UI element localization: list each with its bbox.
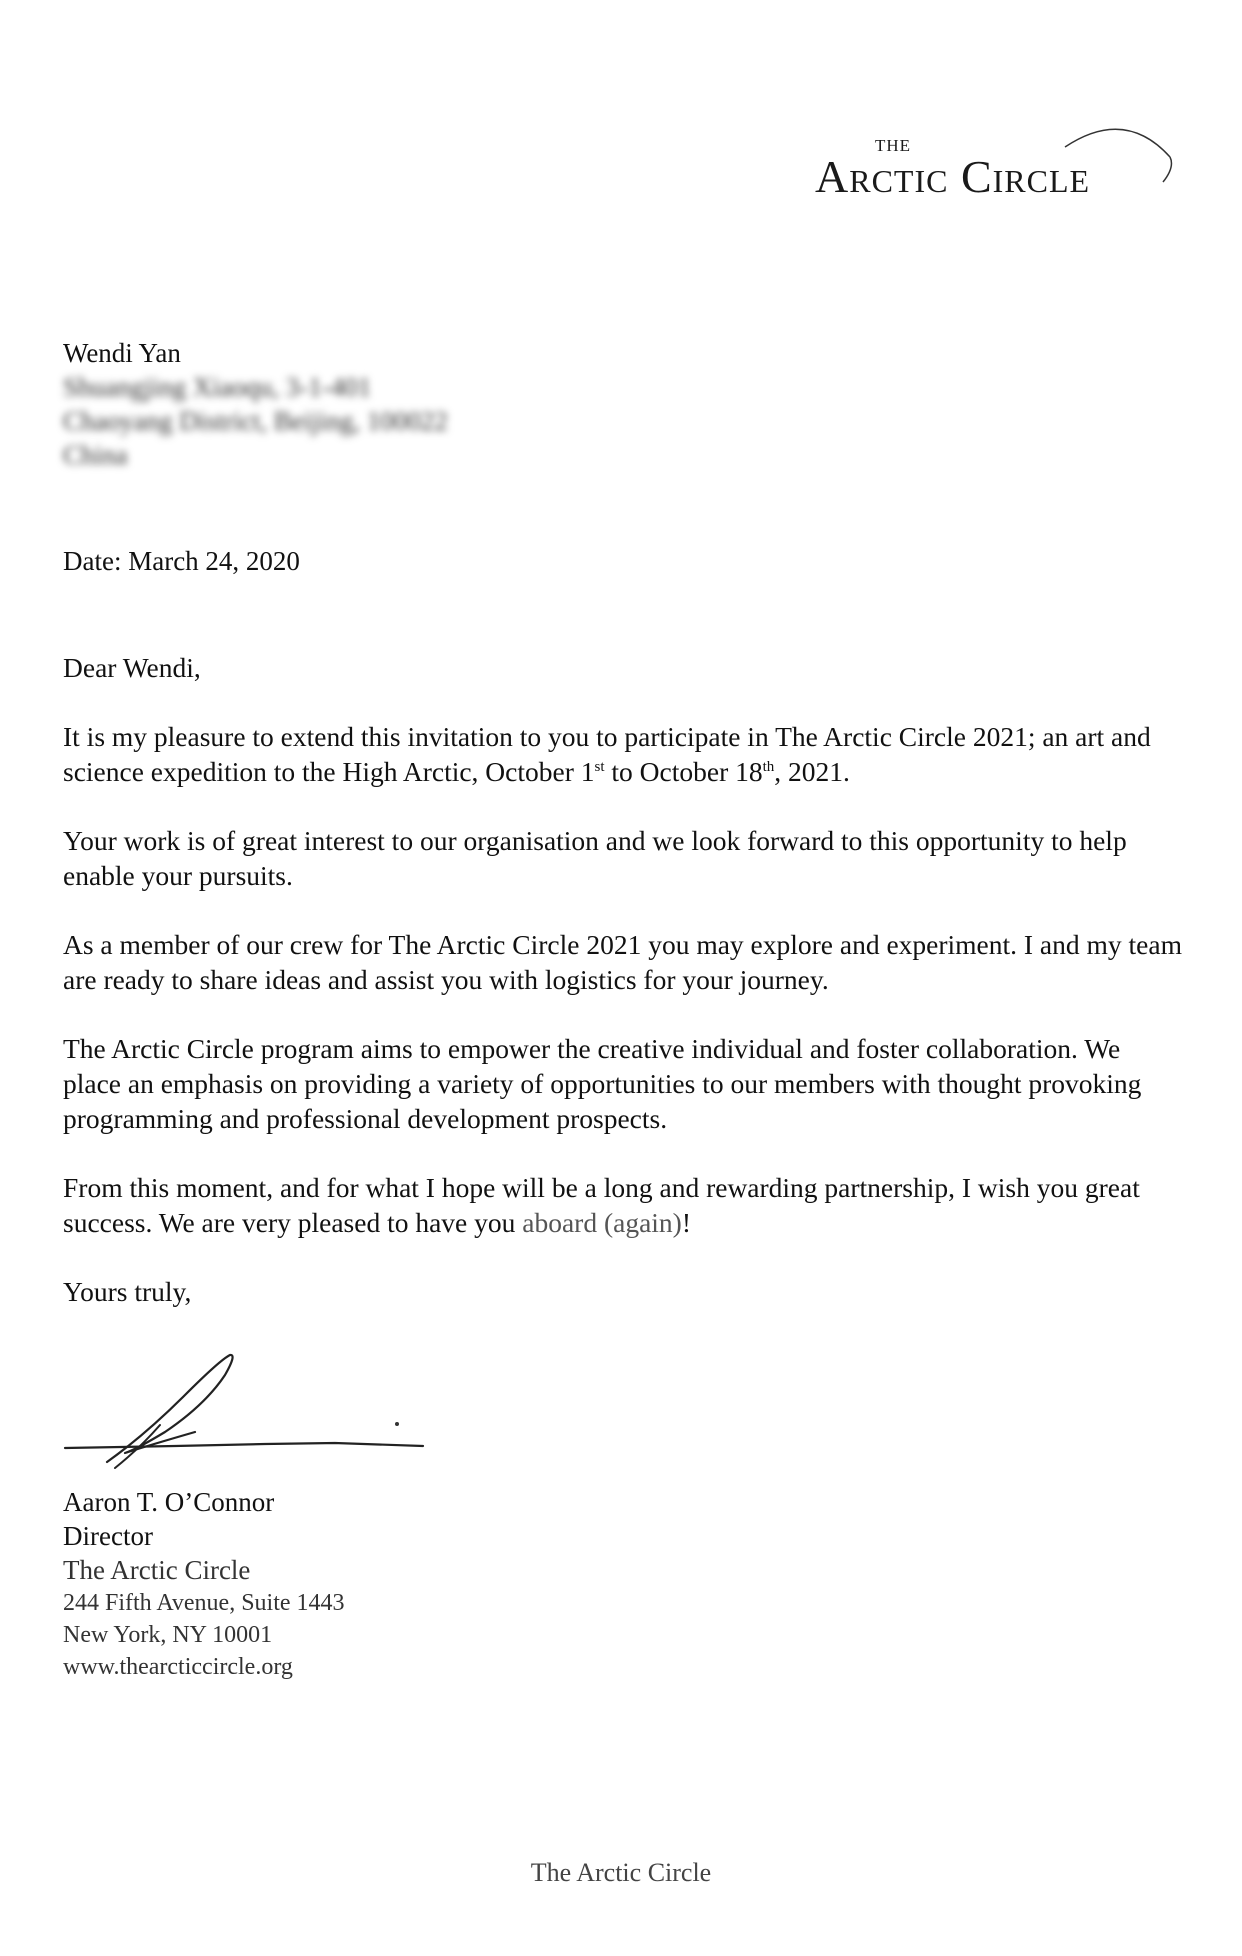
recipient-address-line-2: Chaoyang District, Beijing, 100022 [63, 406, 448, 436]
closing-phrase: Yours truly, [63, 1276, 192, 1307]
logo-name: Arctic Circle [815, 151, 1091, 202]
paragraph-closing-wish-text-3: ! [681, 1207, 691, 1238]
paragraph-invitation-text-1: It is my pleasure to extend this invitation to you to participate in The Arctic Circle 2021; an art and science expedition to the High Arctic, October 1 [63, 721, 1151, 787]
signer-address: 244 Fifth Avenue, Suite 1443 [63, 1590, 345, 1616]
paragraph-invitation-text-3: , 2021. [774, 756, 850, 787]
ordinal-suffix-st: st [594, 758, 605, 775]
paragraph-closing-wish-text-1: From this moment, and for what I hope will be a long and rewarding partnership, I wish you great success. We are very pleased to have you [63, 1172, 1140, 1238]
handwritten-signature [55, 1340, 435, 1470]
paragraph-program: The Arctic Circle program aims to empower the creative individual and foster collaboration. We place an emphasis on providing a variety of opportunities to our members with thought provoking programming and professional development prospects. [63, 1033, 1142, 1134]
recipient-name: Wendi Yan [63, 338, 181, 368]
recipient-address-line-1: Shuangjing Xiaoqu, 3-1-401 [63, 372, 372, 402]
signer-website: www.thearcticcircle.org [63, 1654, 293, 1680]
paragraph-closing-wish [63, 1170, 1183, 1240]
signer-title: Director [63, 1521, 153, 1551]
paragraph-crew: As a member of our crew for The Arctic Circle 2021 you may explore and experiment. I and my team are ready to share ideas and assist you with logistics for your journey. [63, 929, 1182, 995]
ordinal-suffix-th: th [762, 758, 775, 775]
recipient-address-line-3: China [63, 440, 128, 470]
page-footer: The Arctic Circle [530, 1858, 712, 1887]
salutation: Dear Wendi, [63, 652, 201, 683]
paragraph-invitation-text-2: to October 18 [604, 756, 763, 787]
letter-date: Date: March 24, 2020 [63, 546, 300, 576]
paragraph-invitation [63, 719, 1183, 789]
signer-city: New York, NY 10001 [63, 1622, 273, 1648]
logo-the: THE [874, 136, 912, 155]
signer-name: Aaron T. O’Connor [63, 1487, 275, 1517]
recipient-block [63, 336, 448, 472]
paragraph-interest: Your work is of great interest to our organisation and we look forward to this opportunity to help enable your pursuits. [63, 825, 1127, 891]
signer-block [63, 1485, 345, 1683]
signer-organization: The Arctic Circle [63, 1555, 251, 1585]
paragraph-closing-wish-aboard: aboard (again) [522, 1207, 682, 1238]
arctic-circle-logo [815, 112, 1175, 212]
letter-body [63, 650, 1183, 1343]
